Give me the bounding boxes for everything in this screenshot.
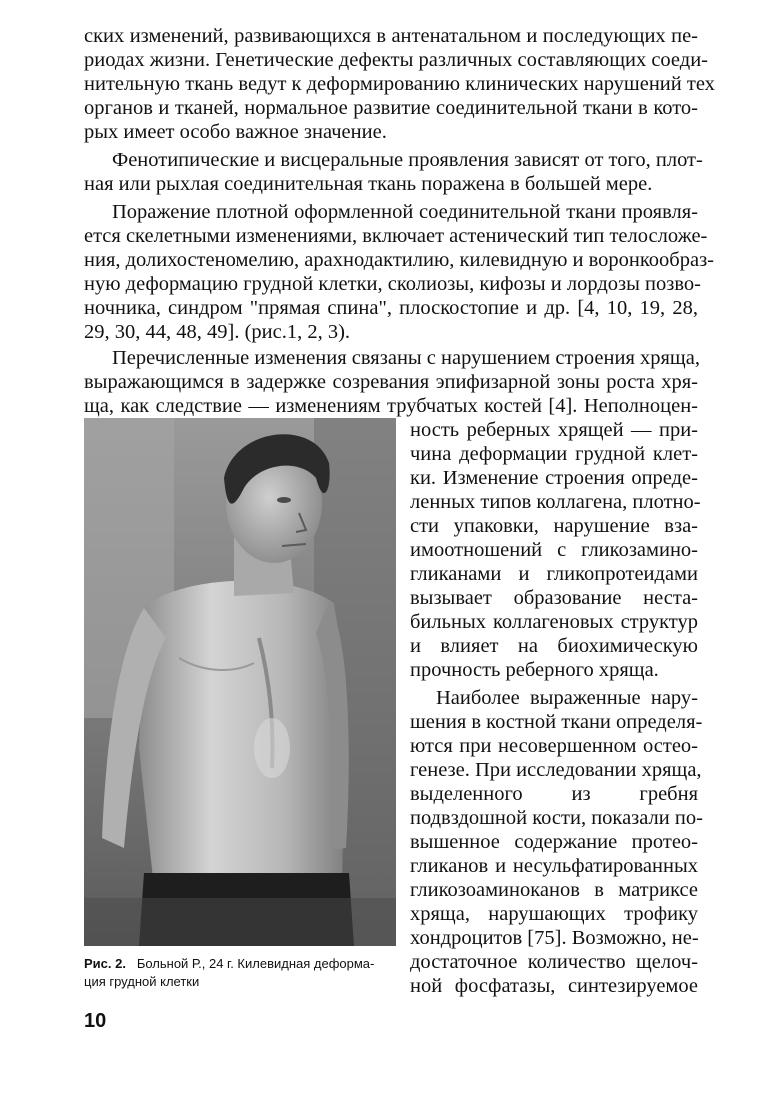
text-line: генезе. При исследовании хряща,	[410, 759, 702, 781]
text-line: хряща, нарушающих трофику	[410, 903, 698, 925]
text-line: ются при несовершенном остео-	[410, 735, 698, 757]
text-line: гликозоаминоканов в матриксе	[410, 879, 698, 901]
text-line: выделенного из гребня	[410, 783, 698, 805]
text-line: ной фосфатазы, синтезируемое	[410, 975, 698, 997]
text-line: Наиболее выраженные нару-	[436, 687, 698, 709]
text-line: ность реберных хрящей — при-	[410, 419, 698, 441]
text-line: чина деформации грудной клет-	[410, 443, 698, 465]
caption-text: ция грудной клетки	[84, 974, 200, 989]
text-line: сти упаковки, нарушение вза-	[410, 515, 698, 537]
text-line: Фенотипические и висцеральные проявления зависят от того, плот-	[112, 149, 703, 171]
text-line: гликанами и гликопротеидами	[410, 563, 698, 585]
text-line: выражающимся в задержке созревания эпифизарной зоны роста хря-	[84, 371, 698, 393]
text-line: прочность реберного хряща.	[410, 659, 659, 681]
text-line: вызывает образование неста-	[410, 587, 698, 609]
text-line: ки. Изменение строения опреде-	[410, 467, 698, 489]
text-line: ночника, синдром "прямая спина", плоскостопие и др. [4, 10, 19, 28,	[84, 297, 698, 319]
text-line: хондроцитов [75]. Возможно, не-	[410, 927, 699, 949]
text-line: риодах жизни. Генетические дефекты различных составляющих соеди-	[84, 49, 708, 71]
text-line: ется скелетными изменениями, включает астенический тип телосложе-	[84, 225, 708, 247]
text-line: ния, долихостеномелию, арахнодактилию, килевидную и воронкообраз-	[84, 249, 715, 271]
text-line: достаточное количество щелоч-	[410, 951, 698, 973]
text-line: гликанов и несульфатированных	[410, 855, 698, 877]
text-line: Поражение плотной оформленной соединительной ткани проявля-	[112, 201, 698, 223]
text-line: ских изменений, развивающихся в антенатальном и последующих пе-	[84, 25, 698, 47]
text-line: ную деформацию грудной клетки, сколиозы, кифозы и лордозы позво-	[84, 273, 701, 295]
figure-label: Рис. 2.	[84, 956, 126, 971]
text-line: ная или рыхлая соединительная ткань поражена в большей мере.	[84, 173, 653, 195]
text-line: и влияет на биохимическую	[410, 635, 698, 657]
caption-text: Больной Р., 24 г. Килевидная деформа-	[136, 956, 375, 971]
page-number: 10	[84, 1010, 107, 1032]
figure-caption	[84, 955, 400, 991]
patient-photo	[84, 418, 396, 946]
text-line: шения в костной ткани определя-	[410, 711, 703, 733]
text-line: органов и тканей, нормальное развитие соединительной ткани в кото-	[84, 97, 698, 119]
text-line: подвздошной кости, показали по-	[410, 807, 703, 829]
text-line: ща, как следствие — изменениям трубчатых костей [4]. Неполноцен-	[84, 395, 698, 417]
text-line: Перечисленные изменения связаны с нарушением строения хряща,	[112, 347, 700, 369]
text-line: имоотношений с гликозамино-	[410, 539, 698, 561]
text-line: нительную ткань ведут к деформированию клинических нарушений тех	[84, 73, 715, 95]
text-line: 29, 30, 44, 48, 49]. (рис.1, 2, 3).	[84, 321, 351, 343]
text-line: вышенное содержание протео-	[410, 831, 698, 853]
text-line: бильных коллагеновых структур	[410, 611, 698, 633]
text-line: рых имеет особо важное значение.	[84, 121, 387, 143]
text-line: ленных типов коллагена, плотно-	[410, 491, 701, 513]
